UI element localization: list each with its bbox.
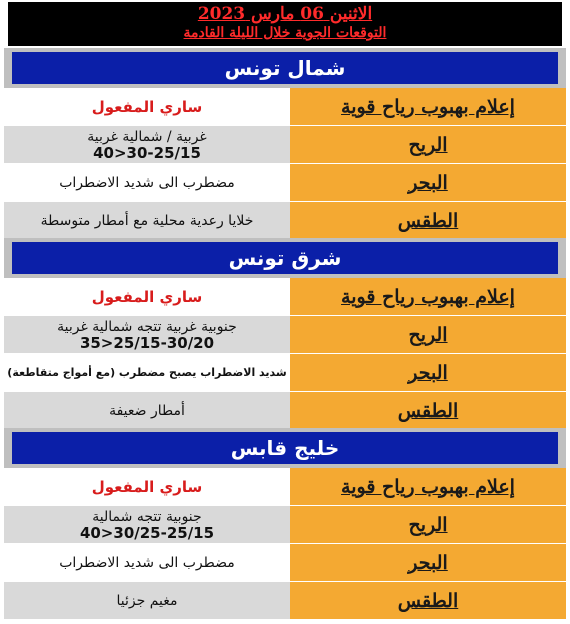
- weather-value: مغيم جزئيا: [4, 582, 290, 619]
- wind-speed: 35>25/15-30/20: [79, 333, 215, 352]
- wind-value: [4, 506, 290, 543]
- wind-row: [4, 316, 566, 354]
- region-title: شرق تونس: [12, 242, 558, 274]
- region-title: شمال تونس: [12, 52, 558, 84]
- wind-speed: 40>30-25/15: [93, 143, 201, 162]
- weather-label: الطقس: [290, 582, 566, 619]
- wind-row: [4, 126, 566, 164]
- sea-label: البحر: [290, 164, 566, 201]
- wind-label: الريح: [290, 506, 566, 543]
- bulletin-date: الاثنين 06 مارس 2023: [197, 4, 373, 24]
- section-band: [4, 238, 566, 278]
- alert-row: [4, 468, 566, 506]
- wind-direction: غربية / شمالية غربية: [87, 128, 207, 145]
- alert-row: [4, 88, 566, 126]
- sea-value: مضطرب الى شديد الاضطراب: [4, 164, 290, 201]
- sea-row: [4, 354, 566, 392]
- section-band: [4, 48, 566, 88]
- section-band: [4, 428, 566, 468]
- sea-value: شديد الاضطراب يصبح مضطرب (مع أمواج متقاطعة): [4, 354, 290, 391]
- alert-label: إعلام بهبوب رياح قوية: [290, 468, 566, 505]
- section-east: [4, 238, 566, 430]
- section-gabes: [4, 428, 566, 620]
- region-title: خليج قابس: [12, 432, 558, 464]
- weather-row: [4, 202, 566, 240]
- wind-value: [4, 126, 290, 163]
- weather-row: [4, 582, 566, 620]
- sea-label: البحر: [290, 544, 566, 581]
- wind-direction: جنوبية غربية تتجه شمالية غربية: [57, 318, 237, 335]
- alert-row: [4, 278, 566, 316]
- weather-label: الطقس: [290, 202, 566, 239]
- alert-value: ساري المفعول: [4, 88, 290, 125]
- section-north: [4, 48, 566, 240]
- weather-value: خلايا رعدية محلية مع أمطار متوسطة: [4, 202, 290, 239]
- weather-value: أمطار ضعيفة: [4, 392, 290, 429]
- wind-row: [4, 506, 566, 544]
- alert-value: ساري المفعول: [4, 468, 290, 505]
- wind-direction: جنوبية تتجه شمالية: [92, 508, 202, 525]
- bulletin-subtitle: التوقعات الجوية خلال الليلة القادمة: [183, 25, 387, 41]
- sea-row: [4, 164, 566, 202]
- wind-speed: 40>30/25-25/15: [79, 523, 215, 542]
- wind-label: الريح: [290, 316, 566, 353]
- wind-label: الريح: [290, 126, 566, 163]
- alert-label: إعلام بهبوب رياح قوية: [290, 88, 566, 125]
- weather-row: [4, 392, 566, 430]
- sea-value: مضطرب الى شديد الاضطراب: [4, 544, 290, 581]
- alert-value: ساري المفعول: [4, 278, 290, 315]
- wind-value: [4, 316, 290, 353]
- sea-row: [4, 544, 566, 582]
- sea-label: البحر: [290, 354, 566, 391]
- weather-label: الطقس: [290, 392, 566, 429]
- alert-label: إعلام بهبوب رياح قوية: [290, 278, 566, 315]
- bulletin-header: [8, 2, 562, 46]
